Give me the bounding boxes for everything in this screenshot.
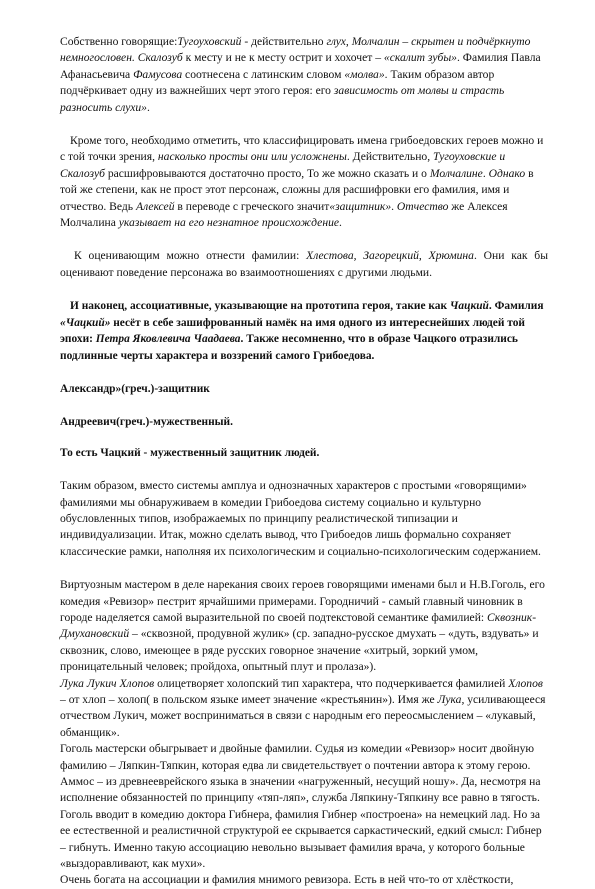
text-run: действительно: [251, 35, 327, 48]
paragraph-associative: [60, 298, 548, 364]
text-run: Виртуозным мастером в деле нарекания своих героев говорящими именами был и Н.В.Гоголь, его комедия «Ревизор» пестрит ярчайшими примерами. Городничий - самый главный чиновник в городе наделяется самой выразительной по своей подтекстовой семантике фамилией:: [60, 578, 545, 624]
paragraph-gogol: [60, 577, 548, 675]
text-run: . Фамилия Павла Афанасьевича: [60, 51, 541, 81]
text-run: Таким образом, вместо системы амплуа и однозначных характеров с простыми «говорящими» фамилиями мы обнаруживаем в комедии Грибоедова систему социально и культурно обусловленных типов, изображаемых по принципу реалистической типизации и индивидуализации. Итак, можно сделать вывод, что Грибоедов лишь формально сохраняет классические рамки, наполняя их психологическим и социально-психологическим содержанием.: [60, 479, 541, 558]
text-run: усиливающееся отчеством Лукич, может восприниматься в связи с народным его переосмыслением – «лукавый, обманщик».: [60, 693, 546, 739]
line-andreevich: Андреевич(греч.)-мужественный.: [60, 416, 233, 429]
paragraph-khlopov: [60, 676, 548, 742]
text-run: соотнесена с латинским словом: [182, 67, 345, 81]
text-run: же Алексея Молчалина: [60, 199, 508, 230]
text-run: в той же степени, как не прост этот персонаж, сложны для расшифровки его фамилия, имя и отчество. Ведь: [60, 166, 534, 213]
text-run: И наконец, ассоциативные, указывающие на прототипа героя, такие как: [70, 300, 450, 313]
text-run: Собственно говорящие:: [60, 35, 178, 48]
italic-run: «Чацкий»: [60, 316, 111, 329]
italic-run: Однако: [488, 166, 526, 180]
paragraph-summary: [60, 478, 548, 560]
text-run: – от хлоп – холоп( в польском языке имеет значение «крестьянин»). Имя же: [60, 693, 438, 706]
text-run: .: [391, 199, 397, 213]
italic-run: Хлопов: [508, 676, 543, 690]
text-run: . Действительно,: [346, 150, 434, 164]
text-run: Очень богата на ассоциации и фамилия мнимого ревизора. Есть в ней что-то от хлёсткости,: [60, 873, 514, 887]
line-conclusion: То есть Чацкий - мужественный защитник людей.: [60, 446, 320, 459]
italic-run: насколько просты они или усложнены: [157, 150, 347, 164]
text-run: .: [482, 166, 489, 180]
italic-run: зависимость от молвы и страсть разносить слухи»: [60, 84, 505, 114]
paragraph-double-names: [60, 741, 548, 872]
text-run: .: [339, 216, 342, 230]
italic-run: указывает на его незнатное происхождение: [118, 216, 340, 230]
line-alexander: Александр»(греч.)-защитник: [60, 382, 210, 395]
italic-run: «защитник»: [329, 199, 392, 213]
text-run: . Они как бы оценивают поведение персонажа во взаимоотношениях с другими людьми.: [60, 249, 548, 279]
paragraph-evaluative: [60, 248, 548, 281]
italic-run: Лука Лукич Хлопов: [60, 676, 155, 690]
text-run: к месту и не к месту острит и хохочет –: [182, 51, 384, 65]
text-run: в переводе с греческого значит: [174, 199, 330, 213]
italic-run: Петра Яковлевича Чаадаева: [95, 333, 241, 346]
text-run: Гоголь мастерски обыгрывает и двойные фамилии. Судья из комедии «Ревизор» носит двойную фамилию – Ляпкин-Тяпкин, которая едва ли свидетельствует о почтении автора к этому герою. Аммос – из древнееврейского языка в значении «нагруженный, несущий ношу». Да, несмотря на исполнение обязанностей по принципу «тяп-ляп», служба Ляпкину-Тяпкину все равно в тягость. Гоголь вводит в комедию доктора Гибнера, фамилия Гибнер «построена» на немецкий лад. Но за ее естественной и реалистичной структурой ее скрывается саркастический, едкий смысл: Гибнер – гибнуть. Именно такую ассоциацию невольно вызывает фамилия врача, у которого больные «выздоравливают, как мухи».: [60, 742, 542, 871]
italic-run: Отчество: [396, 199, 449, 213]
paragraph-complexity: [60, 133, 548, 231]
text-run: – «сквозной, продувной жулик» (ср. западно-русское дмухать – «дуть, вздувать» и сквозник, слово, имеющее в ряде русских говорное значение «хитрый, зоркий умом, проницательный человек; пройдоха, опытный плут и пролаза»).: [60, 627, 539, 674]
text-run: олицетворяет холопский тип характера, что подчеркивается фамилией: [154, 676, 509, 690]
italic-run: Тугоуховский -: [177, 35, 252, 48]
italic-run: «молва»: [344, 67, 385, 81]
text-run: Кроме того, необходимо отметить, что классифицировать имена грибоедовских героев можно и с той точки зрения,: [60, 134, 544, 164]
paragraph-revizor: [60, 872, 548, 888]
italic-run: Хлестова, Загорецкий, Хрюмина: [306, 249, 474, 263]
text-run: расшифровываются достаточно просто, То же можно сказать и о: [104, 166, 430, 180]
italic-run: Лука,: [437, 693, 465, 706]
italic-run: «скалит зубы»: [383, 51, 457, 65]
italic-run: Тугоуховские и Скалозуб: [60, 150, 506, 180]
text-run: . Фамилия: [488, 300, 544, 313]
paragraph-speaking-names: [60, 34, 548, 116]
italic-run: Чацкий: [449, 300, 489, 313]
text-run: . Таким образом автор подчёркивает одну из важнейших черт этого героя: его: [60, 67, 495, 98]
italic-run: Алексей: [136, 199, 175, 213]
text-run: .: [146, 100, 150, 114]
text-run: К оценивающим можно отнести фамилии:: [74, 249, 307, 263]
text-run: . Также несомненно, что в образе Чацкого отразились подлинные черты характера и воззрений самого Грибоедова.: [60, 333, 518, 362]
italic-run: Сквозник-Дмухановский: [60, 610, 537, 641]
text-run: несёт в себе зашифрованный намёк на имя одного из интереснейших людей той эпохи:: [60, 316, 525, 346]
italic-run: Молчалине: [429, 166, 483, 180]
italic-run: Фамусова: [133, 67, 183, 81]
document-page: [60, 34, 548, 889]
italic-run: глух, Молчалин – скрытен и подчёркнуто немногословен. Скалозуб: [60, 35, 531, 65]
